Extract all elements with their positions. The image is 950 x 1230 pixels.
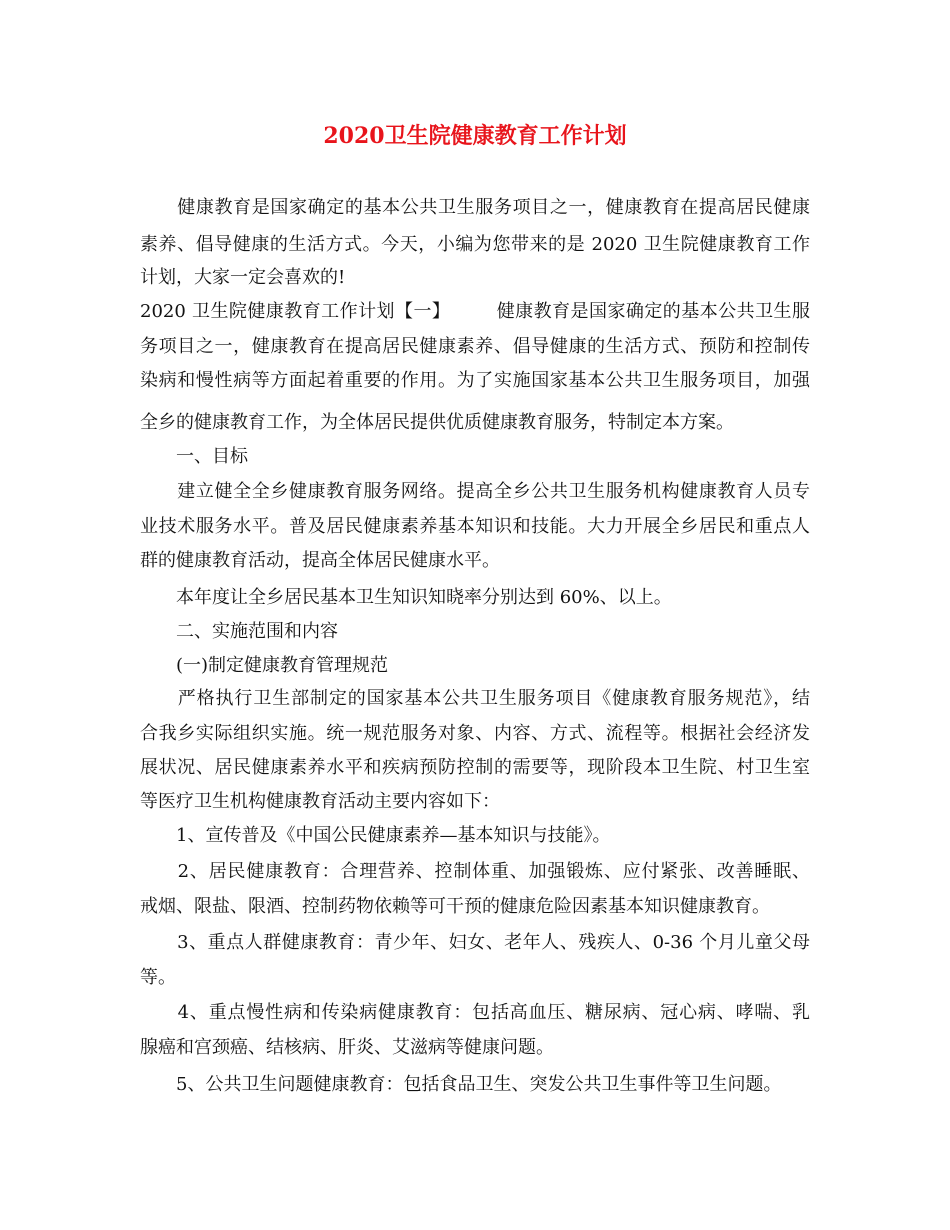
- subsection-heading: (一)制定健康教育管理规范: [140, 655, 389, 676]
- body-line: 严格执行卫生部制定的国家基本公共卫生服务项目《健康教育服务规范》，结: [140, 688, 810, 709]
- body-line: 戒烟、限盐、限酒、控制药物依赖等可干预的健康危险因素基本知识健康教育。: [140, 896, 770, 917]
- body-line: 计划，大家一定会喜欢的!: [140, 267, 346, 288]
- body-line: 群的健康教育活动，提高全体居民健康水平。: [140, 550, 500, 571]
- body-line: 本年度让全乡居民基本卫生知识知晓率分别达到 60%、以上。: [140, 587, 672, 608]
- list-item: 5、公共卫生问题健康教育：包括食品卫生、突发公共卫生事件等卫生问题。: [140, 1074, 782, 1095]
- section-heading: 一、目标: [140, 446, 248, 467]
- body-line: 素养、倡导健康的生活方式。今天，小编为您带来的是 2020 卫生院健康教育工作: [140, 234, 810, 255]
- body-line: 等医疗卫生机构健康教育活动主要内容如下：: [140, 791, 500, 812]
- body-line: 2020 卫生院健康教育工作计划【一】 健康教育是国家确定的基本公共卫生服: [140, 301, 810, 322]
- list-item: 2、居民健康教育：合理营养、控制体重、加强锻炼、应付紧张、改善睡眠、: [140, 861, 810, 882]
- body-line: 健康教育是国家确定的基本公共卫生服务项目之一，健康教育在提高居民健康: [140, 197, 810, 218]
- list-item: 3、重点人群健康教育：青少年、妇女、老年人、残疾人、0-36 个月儿童父母: [140, 932, 810, 953]
- body-line: 业技术服务水平。普及居民健康素养基本知识和技能。大力开展全乡居民和重点人: [140, 516, 810, 537]
- body-line: 腺癌和宫颈癌、结核病、肝炎、艾滋病等健康问题。: [140, 1037, 554, 1058]
- body-line: 建立健全全乡健康教育服务网络。提高全乡公共卫生服务机构健康教育人员专: [140, 481, 810, 502]
- body-line: 全乡的健康教育工作，为全体居民提供优质健康教育服务，特制定本方案。: [140, 412, 734, 433]
- body-line: 合我乡实际组织实施。统一规范服务对象、内容、方式、流程等。根据社会经济发: [140, 723, 810, 744]
- list-item: 4、重点慢性病和传染病健康教育：包括高血压、糖尿病、冠心病、哮喘、乳: [140, 1002, 810, 1023]
- document-title: 2020卫生院健康教育工作计划: [323, 123, 627, 149]
- body-line: 等。: [140, 967, 176, 988]
- body-line: 务项目之一，健康教育在提高居民健康素养、倡导健康的生活方式、预防和控制传: [140, 336, 810, 357]
- body-line: 染病和慢性病等方面起着重要的作用。为了实施国家基本公共卫生服务项目，加强: [140, 370, 810, 391]
- body-line: 展状况、居民健康素养水平和疾病预防控制的需要等，现阶段本卫生院、村卫生室: [140, 757, 810, 778]
- section-heading: 二、实施范围和内容: [140, 621, 338, 642]
- list-item: 1、宣传普及《中国公民健康素养—基本知识与技能》。: [140, 825, 611, 846]
